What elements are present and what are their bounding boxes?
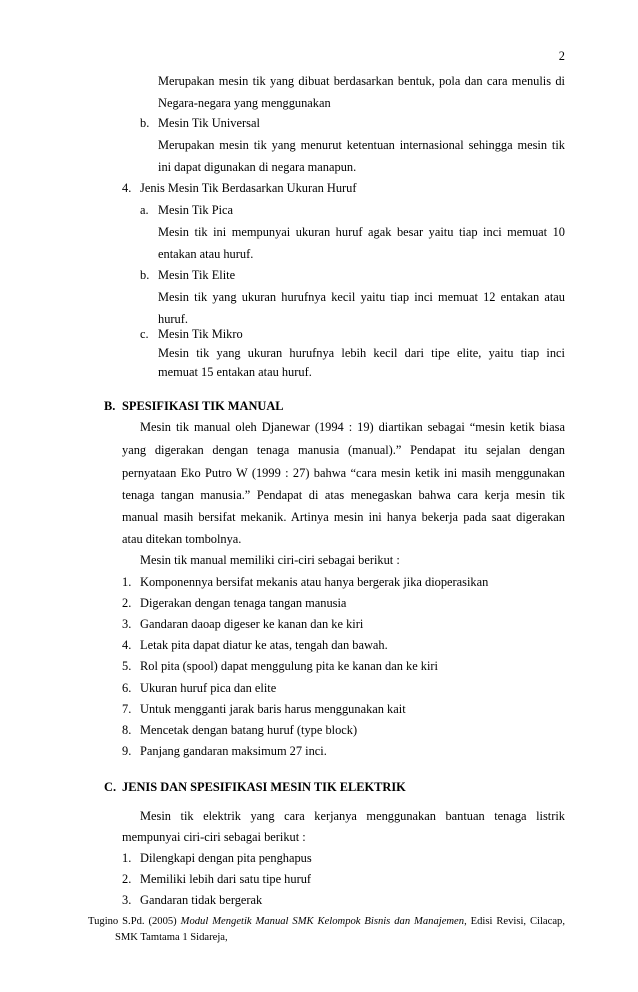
- section-c-para-line1: Mesin tik elektrik yang cara kerjanya menggunakan bantuan tenaga listrik: [140, 809, 565, 823]
- list-item-number: 2.: [122, 872, 132, 886]
- section-b-heading: SPESIFIKASI TIK MANUAL: [122, 399, 284, 413]
- section-b-para-line3: pernyataan Eko Putro W (1999 : 27) bahwa “cara mesin ketik ini masih menggunakan: [122, 466, 565, 480]
- list-item-text: Letak pita dapat diatur ke atas, tengah dan bawah.: [140, 638, 388, 652]
- item4-b-desc-line1: Mesin tik yang ukuran hurufnya kecil yaitu tiap inci memuat 12 entakan atau: [158, 290, 565, 304]
- item4-a-desc-line2: entakan atau huruf.: [158, 247, 254, 261]
- list-item-text: Untuk mengganti jarak baris harus menggunakan kait: [140, 702, 406, 716]
- top-b-label: b.: [140, 116, 150, 130]
- item4-c-title: Mesin Tik Mikro: [158, 327, 243, 341]
- page-number: 2: [558, 49, 565, 63]
- list-item-text: Rol pita (spool) dapat menggulung pita ke kanan dan ke kiri: [140, 659, 438, 673]
- top-a-desc-line2: Negara-negara yang menggunakan: [158, 96, 331, 110]
- item4-c-label: c.: [140, 327, 149, 341]
- section-c-letter: C.: [104, 780, 117, 794]
- list-item-number: 9.: [122, 744, 132, 758]
- top-b-desc-line2: ini dapat digunakan di negara manapun.: [158, 160, 357, 174]
- item4-title: Jenis Mesin Tik Berdasarkan Ukuran Huruf: [140, 181, 357, 195]
- list-item-text: Memiliki lebih dari satu tipe huruf: [140, 872, 312, 886]
- top-b-title: Mesin Tik Universal: [158, 116, 260, 130]
- list-item-number: 2.: [122, 596, 132, 610]
- section-c-heading: JENIS DAN SPESIFIKASI MESIN TIK ELEKTRIK: [122, 780, 406, 794]
- list-item-number: 6.: [122, 681, 132, 695]
- list-item-text: Gandaran daoap digeser ke kanan dan ke kiri: [140, 617, 364, 631]
- footer-book-title: Modul Mengetik Manual SMK Kelompok Bisnis dan Manajemen: [180, 916, 465, 927]
- list-item-text: Mencetak dengan batang huruf (type block): [140, 723, 358, 737]
- footer-citation-line1: [88, 915, 565, 929]
- list-item-number: 7.: [122, 702, 132, 716]
- item4-a-label: a.: [140, 203, 149, 217]
- section-b-para-line2: yang digerakan dengan tenaga manusia (manual).” Pendapat itu sejalan dengan: [122, 443, 565, 457]
- list-item-text: Komponennya bersifat mekanis atau hanya bergerak jika dioperasikan: [140, 575, 489, 589]
- section-b-para-line1: Mesin tik manual oleh Djanewar (1994 : 19) diartikan sebagai “mesin ketik biasa: [140, 420, 565, 434]
- list-item-text: Digerakan dengan tenaga tangan manusia: [140, 596, 347, 610]
- footer-edition: , Edisi Revisi, Cilacap,: [464, 916, 565, 927]
- footer-publisher: SMK Tamtama 1 Sidareja,: [115, 932, 228, 943]
- list-item-number: 3.: [122, 893, 132, 907]
- item4-b-label: b.: [140, 268, 150, 282]
- item4-number: 4.: [122, 181, 132, 195]
- item4-c-desc-line2: memuat 15 entakan atau huruf.: [158, 365, 312, 379]
- section-b-letter: B.: [104, 399, 116, 413]
- top-a-desc-line1: Merupakan mesin tik yang dibuat berdasarkan bentuk, pola dan cara menulis di: [158, 74, 565, 88]
- list-item-number: 8.: [122, 723, 132, 737]
- list-item-number: 1.: [122, 575, 132, 589]
- section-c-para-line2: mempunyai ciri-ciri sebagai berikut :: [122, 830, 306, 844]
- item4-a-title: Mesin Tik Pica: [158, 203, 234, 217]
- list-item-number: 4.: [122, 638, 132, 652]
- item4-a-desc-line1: Mesin tik ini mempunyai ukuran huruf agak besar yaitu tiap inci memuat 10: [158, 225, 565, 239]
- section-b-intro: Mesin tik manual memiliki ciri-ciri sebagai berikut :: [140, 553, 400, 567]
- list-item-number: 5.: [122, 659, 132, 673]
- section-b-para-line4: tenaga tangan manusia.” Pendapat di atas menegaskan bahwa cara kerja mesin tik: [122, 488, 565, 502]
- item4-b-desc-line2: huruf.: [158, 312, 188, 326]
- list-item-text: Panjang gandaran maksimum 27 inci.: [140, 744, 327, 758]
- top-b-desc-line1: Merupakan mesin tik yang menurut ketentuan internasional sehingga mesin tik: [158, 138, 565, 152]
- list-item-text: Ukuran huruf pica dan elite: [140, 681, 277, 695]
- item4-c-desc-line1: Mesin tik yang ukuran hurufnya lebih kecil dari tipe elite, yaitu tiap inci: [158, 346, 565, 360]
- footer-author: Tugino S.Pd. (2005): [88, 916, 181, 927]
- list-item-text: Gandaran tidak bergerak: [140, 893, 263, 907]
- list-item-text: Dilengkapi dengan pita penghapus: [140, 851, 312, 865]
- section-b-para-line5: manual masih bersifat mekanik. Artinya mesin ini hanya bekerja pada saat digerakan: [122, 510, 565, 524]
- list-item-number: 3.: [122, 617, 132, 631]
- list-item-number: 1.: [122, 851, 132, 865]
- item4-b-title: Mesin Tik Elite: [158, 268, 236, 282]
- section-b-para-line6: atau ditekan tombolnya.: [122, 532, 242, 546]
